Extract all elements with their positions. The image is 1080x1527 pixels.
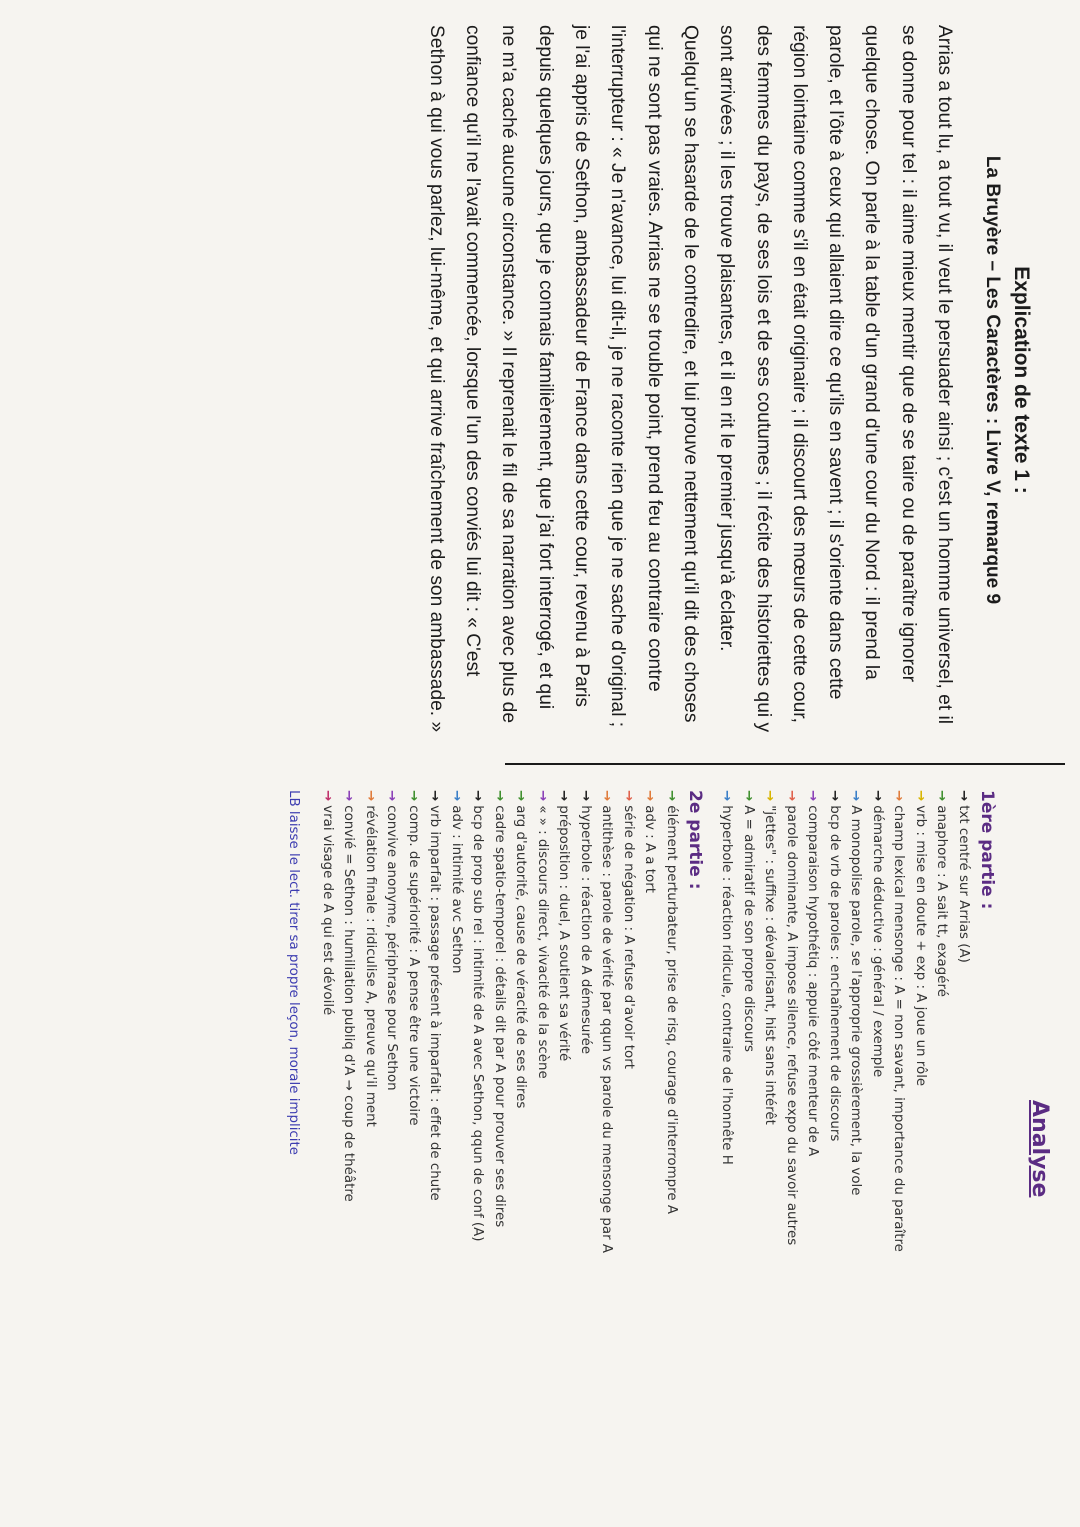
arrow-icon: → bbox=[848, 790, 864, 802]
source-paragraph: Arrias a tout lu, a tout vu, il veut le persuader ainsi ; c'est un homme universel, et il se donne pour tel : il aime mieux mentir que de se taire ou de paraître ignorer quelque chose. On parle à la table d'un grand d'une cour du Nord : il prend la parole, et l'ôte à ceux qui allaient dire ce qu'ils en savent ; il s'oriente dans cette région lointaine comme s'il en était originaire ; il discourt des mœurs de cette cour, des femmes du pays, de ses lois et de ses coutumes ; il récite des historiettes qui y sont arrivées ; il les trouve plaisantes, et il en rit le premier jusqu'à éclater. Quelqu'un se hasarde de le contredire, et lui prouve nettement qu'il dit des choses qui ne sont pas vraies. Arrias ne se trouble point, prend feu au contraire contre l'interrupteur : « Je n'avance, lui dit-il, je ne raconte rien que je ne sache d'original ; je l'ai appris de Sethon, ambassadeur de France dans cette cour, revenu à Paris depuis quelques jours, que je connais familièrement, que j'ai fort interrogé, et qui ne m'a caché aucune circonstance. » Il reprenait le fil de sa narration avec plus de confiance qu'il ne l'avait commencée, lorsque l'un des conviés lui dit : « C'est Sethon à qui vous parlez, lui-même, et qui arrive fraîchement de son ambassade. » bbox=[425, 25, 955, 733]
note-text: parole dominante, A impose silence, refuse expo du savoir autres bbox=[784, 805, 799, 1246]
analysis-note bbox=[424, 790, 446, 1500]
analysis-note bbox=[802, 790, 824, 1500]
arrow-icon: → bbox=[492, 790, 507, 802]
part1-heading: 1ère partie : bbox=[977, 790, 997, 910]
part2-notes bbox=[317, 790, 683, 1500]
note-text: A monopolise parole, se l'approprie grossièrement, la vole bbox=[848, 805, 864, 1196]
arrow-icon: → bbox=[664, 790, 679, 802]
note-text: champ lexical mensonge : A = non savant, importance du paraître bbox=[891, 805, 907, 1252]
arrow-icon: → bbox=[784, 790, 799, 802]
analysis-title: Analyse bbox=[1027, 1100, 1052, 1198]
arrow-icon: → bbox=[805, 790, 821, 802]
note-text: arg d'autorité, cause de véracité de ses dires bbox=[513, 805, 529, 1109]
analysis-note bbox=[738, 790, 760, 1500]
note-text: convive anonyme, périphrase pour Sethon bbox=[384, 805, 400, 1091]
arrow-icon: → bbox=[741, 790, 756, 802]
arrow-icon: → bbox=[449, 790, 464, 802]
arrow-icon: → bbox=[513, 790, 529, 802]
arrow-icon: → bbox=[427, 790, 443, 802]
analysis-note bbox=[716, 790, 738, 1500]
note-text: adv : A a tort bbox=[642, 805, 658, 893]
arrow-icon: → bbox=[320, 790, 335, 802]
source-text-column bbox=[418, 25, 1036, 735]
note-text: vrb imparfait : passage présent à imparfait : effet de chute bbox=[427, 805, 443, 1201]
note-text: série de négation : A refuse d'avoir tort bbox=[621, 805, 636, 1069]
column-divider bbox=[505, 763, 1065, 765]
document-title: Explication de texte 1 : bbox=[1010, 266, 1033, 494]
note-text: comparaison hypothétiq : appuie côté menteur de A bbox=[805, 805, 821, 1157]
analysis-note bbox=[317, 790, 339, 1500]
arrow-icon: → bbox=[341, 790, 357, 802]
arrow-icon: → bbox=[642, 790, 658, 802]
analysis-note bbox=[953, 790, 975, 1500]
analysis-notes bbox=[281, 790, 1001, 1500]
note-text: élément perturbateur, prise de risq, courage d'interrompre A bbox=[664, 805, 679, 1215]
analysis-note bbox=[781, 790, 803, 1500]
analysis-note bbox=[532, 790, 554, 1500]
analysis-note bbox=[510, 790, 532, 1500]
note-text: "jettes" : suffixe : dévalorisant, hist sans intérêt bbox=[762, 805, 778, 1125]
arrow-icon: → bbox=[719, 790, 735, 802]
arrow-icon: → bbox=[913, 790, 928, 802]
analysis-note bbox=[360, 790, 382, 1500]
arrow-icon: → bbox=[384, 790, 400, 802]
arrow-icon: → bbox=[578, 790, 593, 802]
analysis-note bbox=[381, 790, 403, 1500]
arrow-icon: → bbox=[556, 790, 572, 802]
analysis-note bbox=[403, 790, 425, 1500]
analysis-note bbox=[888, 790, 910, 1500]
arrow-icon: → bbox=[762, 790, 778, 802]
note-text: « » : discours direct, vivacité de la scène bbox=[535, 805, 550, 1079]
arrow-icon: → bbox=[956, 790, 971, 802]
note-text: convié = Sethon : humiliation publiq d'A → coup de théâtre bbox=[341, 805, 357, 1202]
arrow-icon: → bbox=[363, 790, 378, 802]
note-text: révélation finale : ridiculise A, preuve qu'il ment bbox=[363, 805, 378, 1127]
conclusion-note: LB laisse le lect. tirer sa propre leçon, morale implicite bbox=[286, 790, 302, 1155]
analysis-note bbox=[639, 790, 661, 1500]
note-text: bcp de vrb de paroles : enchaînement de discours bbox=[827, 805, 842, 1142]
note-text: vrai visage de A qui est dévoilé bbox=[320, 805, 335, 1016]
analysis-note bbox=[575, 790, 597, 1500]
analysis-note bbox=[553, 790, 575, 1500]
arrow-icon: → bbox=[599, 790, 615, 802]
analysis-note bbox=[661, 790, 683, 1500]
note-text: préposition : duel, A soutient sa vérité bbox=[556, 805, 572, 1062]
note-text: A = admiratif de son propre discours bbox=[741, 805, 756, 1052]
note-text: txt centré sur Arrias (A) bbox=[956, 805, 971, 963]
analysis-note bbox=[467, 790, 489, 1500]
analysis-note bbox=[489, 790, 511, 1500]
arrow-icon: → bbox=[470, 790, 486, 802]
analysis-note bbox=[910, 790, 932, 1500]
note-text: comp. de supériorité : A pense être une victoire bbox=[406, 805, 421, 1126]
analysis-note bbox=[845, 790, 867, 1500]
analysis-note bbox=[618, 790, 640, 1500]
arrow-icon: → bbox=[827, 790, 842, 802]
part1-notes bbox=[716, 790, 974, 1500]
analysis-note bbox=[867, 790, 889, 1500]
note-text: hyperbole : réaction de A démesurée bbox=[578, 805, 593, 1055]
analysis-note bbox=[446, 790, 468, 1500]
analysis-note bbox=[596, 790, 618, 1500]
arrow-icon: → bbox=[891, 790, 907, 802]
note-text: hyperbole : réaction ridicule, contraire de l'honnête H bbox=[719, 805, 735, 1165]
arrow-icon: → bbox=[621, 790, 636, 802]
note-text: adv : intimité avc Sethon bbox=[449, 805, 464, 974]
analysis-note bbox=[824, 790, 846, 1500]
note-text: antithèse : parole de vérité par qqun vs parole du mensonge par A bbox=[599, 805, 615, 1254]
note-text: bcp de prop sub rel : intimité de A avec Sethon, qqun de conf (A) bbox=[470, 805, 486, 1242]
note-text: cadre spatio-temporel : détails dit par A pour prouver ses dires bbox=[492, 805, 507, 1228]
document-subtitle: La Bruyère – Les Caractères : Livre V, remarque 9 bbox=[982, 155, 1003, 605]
arrow-icon: → bbox=[406, 790, 421, 802]
analysis-note bbox=[338, 790, 360, 1500]
analysis-note bbox=[931, 790, 953, 1500]
analysis-note bbox=[759, 790, 781, 1500]
arrow-icon: → bbox=[870, 790, 885, 802]
note-text: démarche déductive : général / exemple bbox=[870, 805, 885, 1078]
note-text: vrb : mise en doute + exp : A joue un rôle bbox=[913, 805, 928, 1087]
part2-heading: 2e partie : bbox=[685, 790, 705, 890]
arrow-icon: → bbox=[535, 790, 550, 802]
note-text: anaphore : A sait tt, exagéré bbox=[934, 805, 950, 997]
arrow-icon: → bbox=[934, 790, 950, 802]
